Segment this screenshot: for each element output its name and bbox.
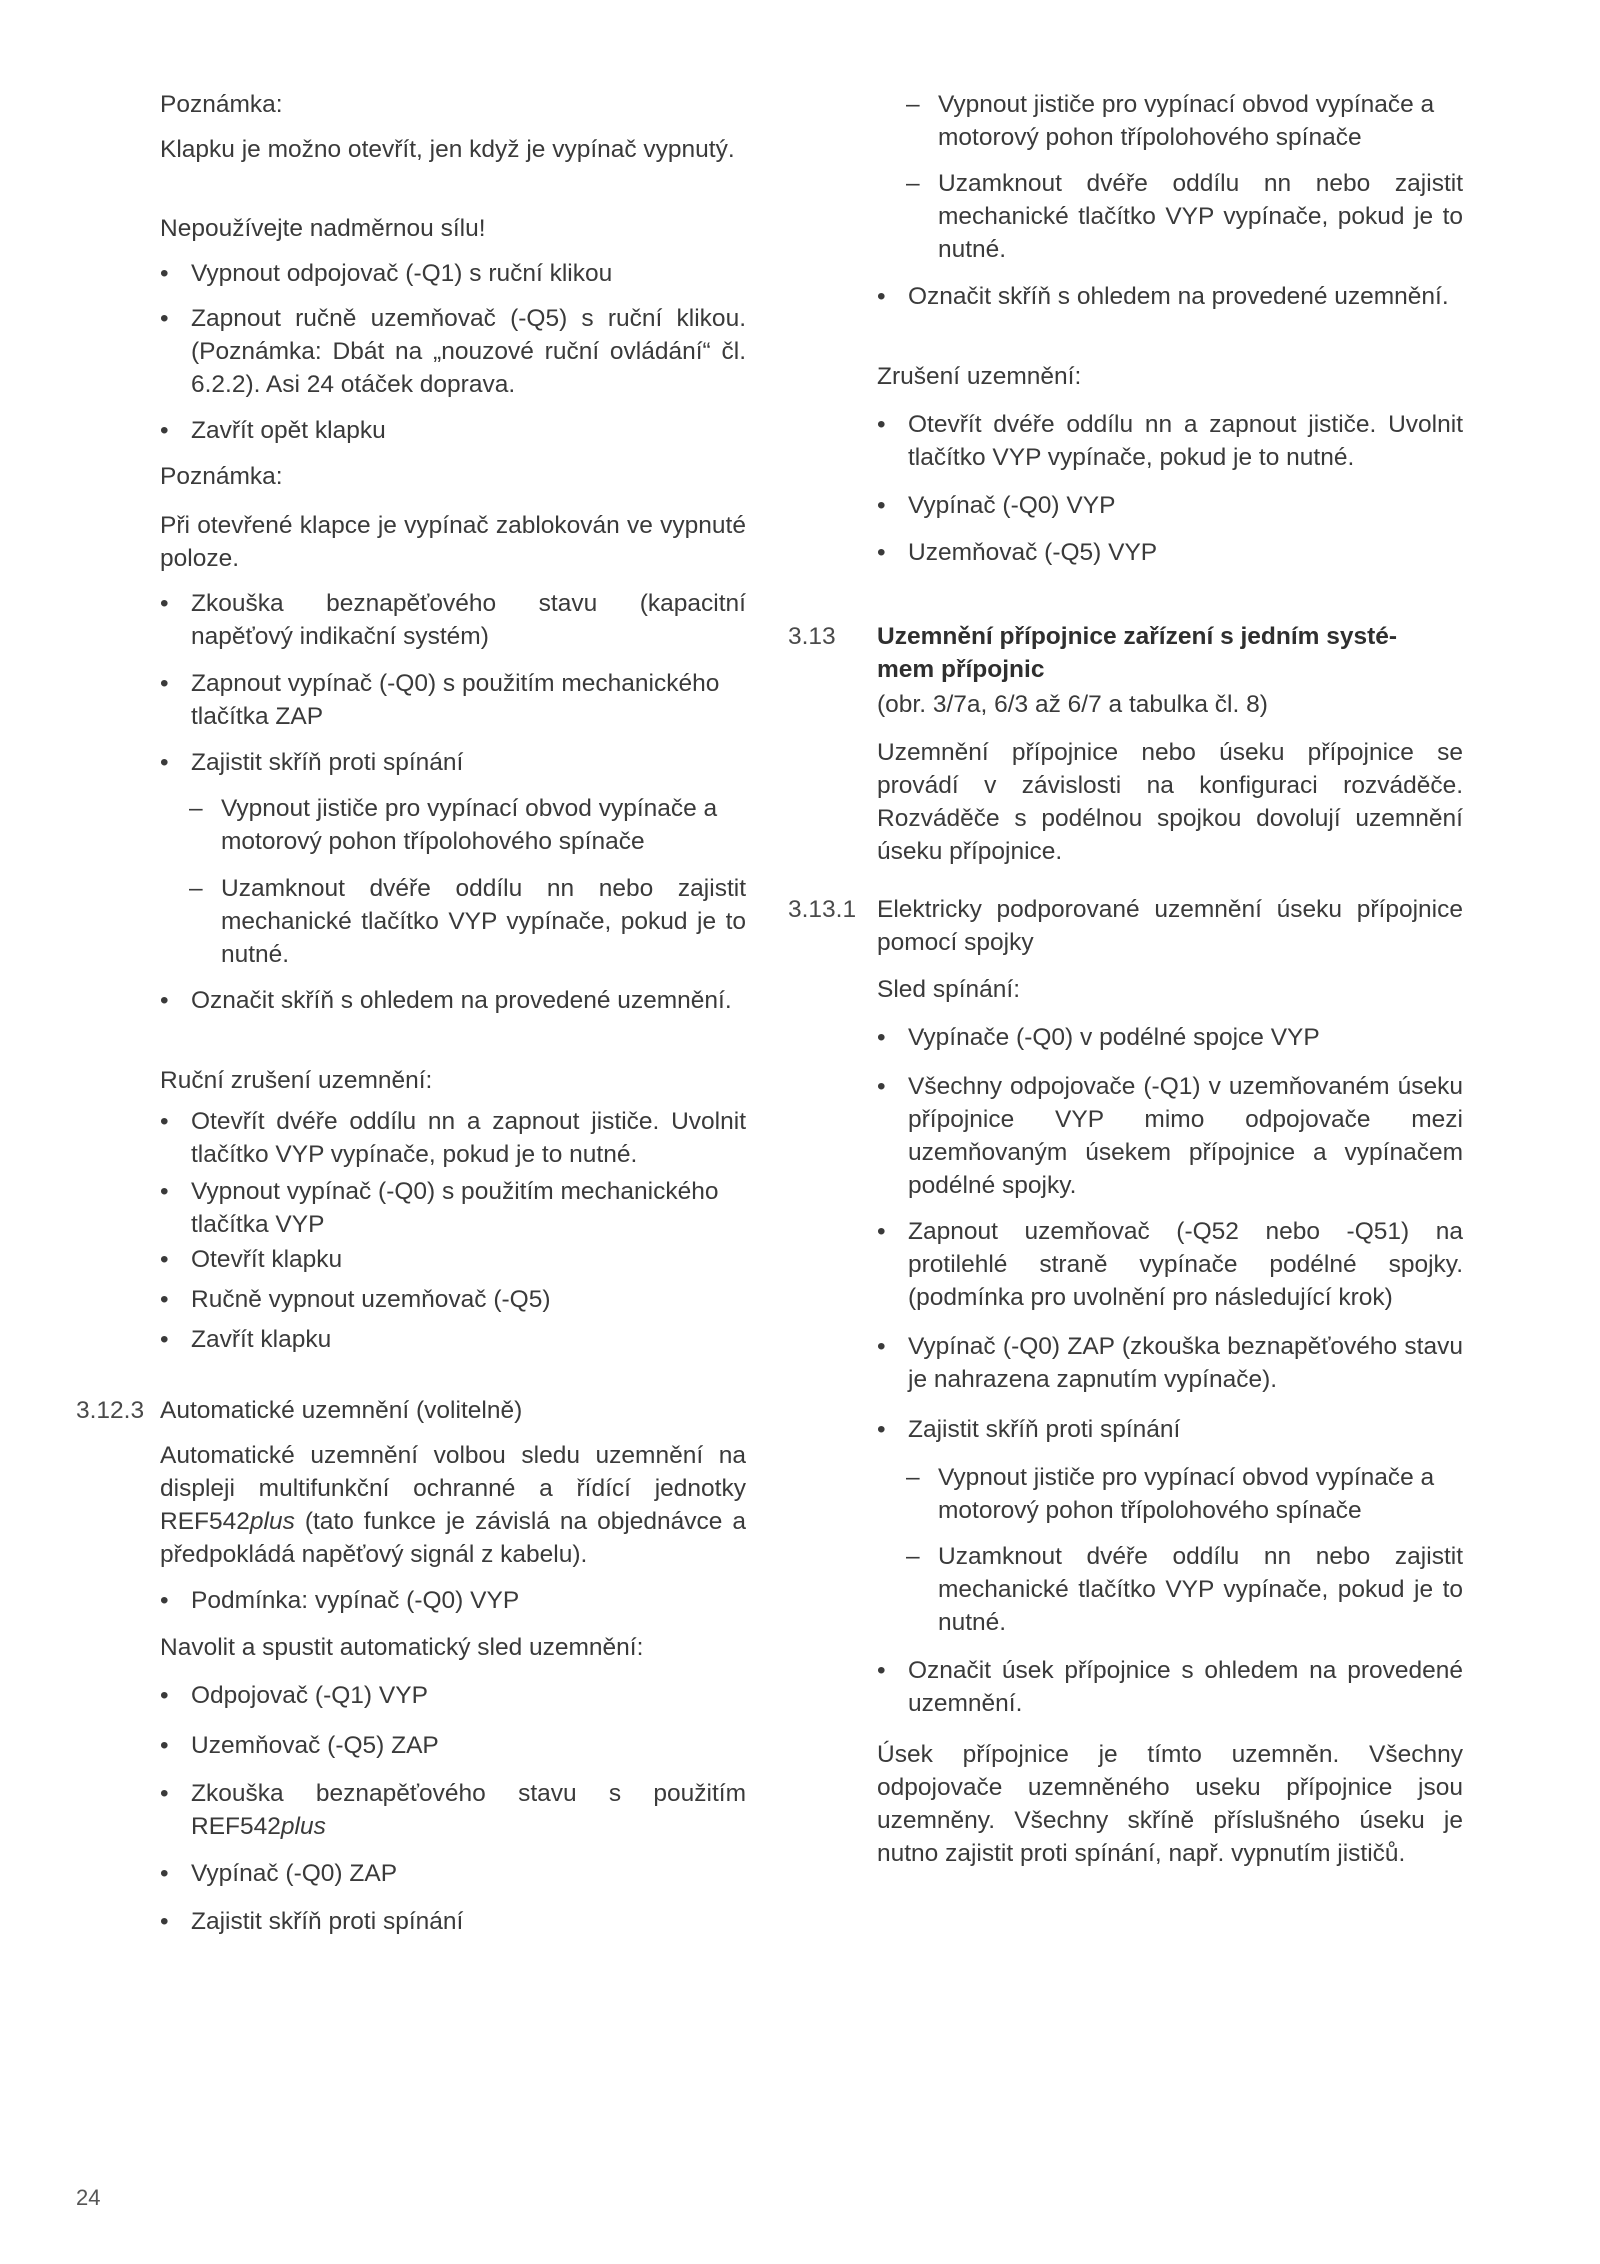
section-heading	[877, 620, 1463, 686]
section-heading-line: Uzemnění přípojnice zařízení s jedním systé-	[877, 623, 1398, 650]
section-label: Zrušení uzemnění:	[877, 363, 1082, 390]
sub-list-item: – Uzamknout dvéře oddílu nn nebo zajistit mechanické tlačítko VYP vypínače, pokud je to nutné.	[877, 167, 1463, 266]
closing-paragraph: Úsek přípojnice je tímto uzemněn. Všechny odpojovače uzemněného useku přípojnice jsou uzemněny. Všechny skříně příslušného úseku je nutno zajistit proti spínání, např. vypnutím jističů.	[877, 1741, 1463, 1867]
list-item: • Otevřít dvéře oddílu nn a zapnout jističe. Uvolnit tlačítko VYP vypínače, pokud je to nutné.	[160, 1105, 746, 1171]
list-item: • Vypínač (-Q0) ZAP	[160, 1857, 746, 1890]
sub-list-item: – Vypnout jističe pro vypínací obvod vypínače a motorový pohon třípolohového spínače	[877, 88, 1463, 154]
note-text: Při otevřené klapce je vypínač zablokován ve vypnuté poloze.	[160, 512, 746, 572]
list-item: • Zavřít opět klapku	[160, 414, 746, 447]
list-item: • Zapnout uzemňovač (-Q52 nebo -Q51) na protilehlé straně vypínače podélné spojky. (podmínka pro uvolnění pro následující krok)	[877, 1215, 1463, 1314]
section-number: 3.13.1	[788, 896, 857, 923]
auto-paragraph: Navolit a spustit automatický sled uzemnění:	[160, 1634, 644, 1661]
list-item: • Zavřít klapku	[160, 1323, 746, 1356]
note-label: Poznámka:	[160, 91, 283, 118]
list-item: • Uzemňovač (-Q5) ZAP	[160, 1729, 746, 1762]
list-item: • Vypnout vypínač (-Q0) s použitím mechanického tlačítka VYP	[160, 1175, 746, 1241]
section-number: 3.12.3	[76, 1397, 145, 1424]
list-item: • Uzemňovač (-Q5) VYP	[877, 536, 1463, 569]
note-label: Poznámka:	[160, 463, 283, 490]
list-item: • Otevřít klapku	[160, 1243, 746, 1276]
section-paragraph: Uzemnění přípojnice nebo úseku přípojnice se provádí v závislosti na konfiguraci rozváděče. Rozváděče s podélnou spojkou dovolují uzemnění úseku přípojnice.	[877, 739, 1463, 865]
section-reference: (obr. 3/7a, 6/3 až 6/7 a tabulka čl. 8)	[877, 691, 1268, 718]
list-item: • Označit skříň s ohledem na provedené uzemnění.	[877, 280, 1463, 313]
list-item: • Zapnout vypínač (-Q0) s použitím mechanického tlačítka ZAP	[160, 667, 746, 733]
list-item: • Zkouška beznapěťového stavu s použitím REF542plus	[160, 1777, 746, 1843]
note-text: Klapku je možno otevřít, jen když je vypínač vypnutý.	[160, 136, 735, 163]
list-item: • Zkouška beznapěťového stavu (kapacitní napěťový indikační systém)	[160, 587, 746, 653]
sub-list-item: – Vypnout jističe pro vypínací obvod vypínače a motorový pohon třípolohového spínače	[160, 792, 746, 858]
auto-paragraph: Automatické uzemnění volbou sledu uzemnění na displeji multifunkční ochranné a řídící jednotky REF542plus (tato funkce je závislá na objednávce a předpokládá napěťový signál z kabelu).	[160, 1442, 746, 1568]
list-item: • Vypínač (-Q0) VYP	[877, 489, 1463, 522]
list-item: • Zajistit skříň proti spínání	[877, 1413, 1463, 1446]
list-item: • Podmínka: vypínač (-Q0) VYP	[160, 1584, 746, 1617]
note-warning: Nepoužívejte nadměrnou sílu!	[160, 215, 486, 242]
list-item: • Zajistit skříň proti spínání	[160, 746, 746, 779]
list-item: • Označit skříň s ohledem na provedené uzemnění.	[160, 984, 746, 1017]
list-item: • Vypínače (-Q0) v podélné spojce VYP	[877, 1021, 1463, 1054]
list-item: • Označit úsek přípojnice s ohledem na provedené uzemnění.	[877, 1654, 1463, 1720]
section-number: 3.13	[788, 623, 836, 650]
list-item: • Všechny odpojovače (-Q1) v uzemňovaném úseku přípojnice VYP mimo odpojovače mezi uzemňovaným úsekem přípojnice a vypínačem podélné spojky.	[877, 1070, 1463, 1202]
section-label: Ruční zrušení uzemnění:	[160, 1067, 433, 1094]
sub-list-item: – Vypnout jističe pro vypínací obvod vypínače a motorový pohon třípolohového spínače	[877, 1461, 1463, 1527]
list-item: • Vypínač (-Q0) ZAP (zkouška beznapěťového stavu je nahrazena zapnutím vypínače).	[877, 1330, 1463, 1396]
section-heading-line: mem přípojnic	[877, 656, 1045, 683]
list-item: • Otevřít dvéře oddílu nn a zapnout jističe. Uvolnit tlačítko VYP vypínače, pokud je to nutné.	[877, 408, 1463, 474]
page-number: 24	[76, 2185, 101, 2210]
sub-list-item: – Uzamknout dvéře oddílu nn nebo zajistit mechanické tlačítko VYP vypínače, pokud je to nutné.	[160, 872, 746, 971]
list-item: • Odpojovač (-Q1) VYP	[160, 1679, 746, 1712]
section-title: Elektricky podporované uzemnění úseku přípojnice pomocí spojky	[877, 896, 1463, 956]
list-item: • Ručně vypnout uzemňovač (-Q5)	[160, 1283, 746, 1316]
sub-list-item: – Uzamknout dvéře oddílu nn nebo zajistit mechanické tlačítko VYP vypínače, pokud je to nutné.	[877, 1540, 1463, 1639]
section-label: Sled spínání:	[877, 976, 1021, 1003]
list-item: • Zapnout ručně uzemňovač (-Q5) s ruční klikou. (Poznámka: Dbát na „nouzové ruční ovládání“ čl. 6.2.2). Asi 24 otáček doprava.	[160, 302, 746, 401]
section-title: Automatické uzemnění (volitelně)	[160, 1397, 523, 1424]
list-item: • Vypnout odpojovač (-Q1) s ruční klikou	[160, 257, 746, 290]
list-item: • Zajistit skříň proti spínání	[160, 1905, 746, 1938]
